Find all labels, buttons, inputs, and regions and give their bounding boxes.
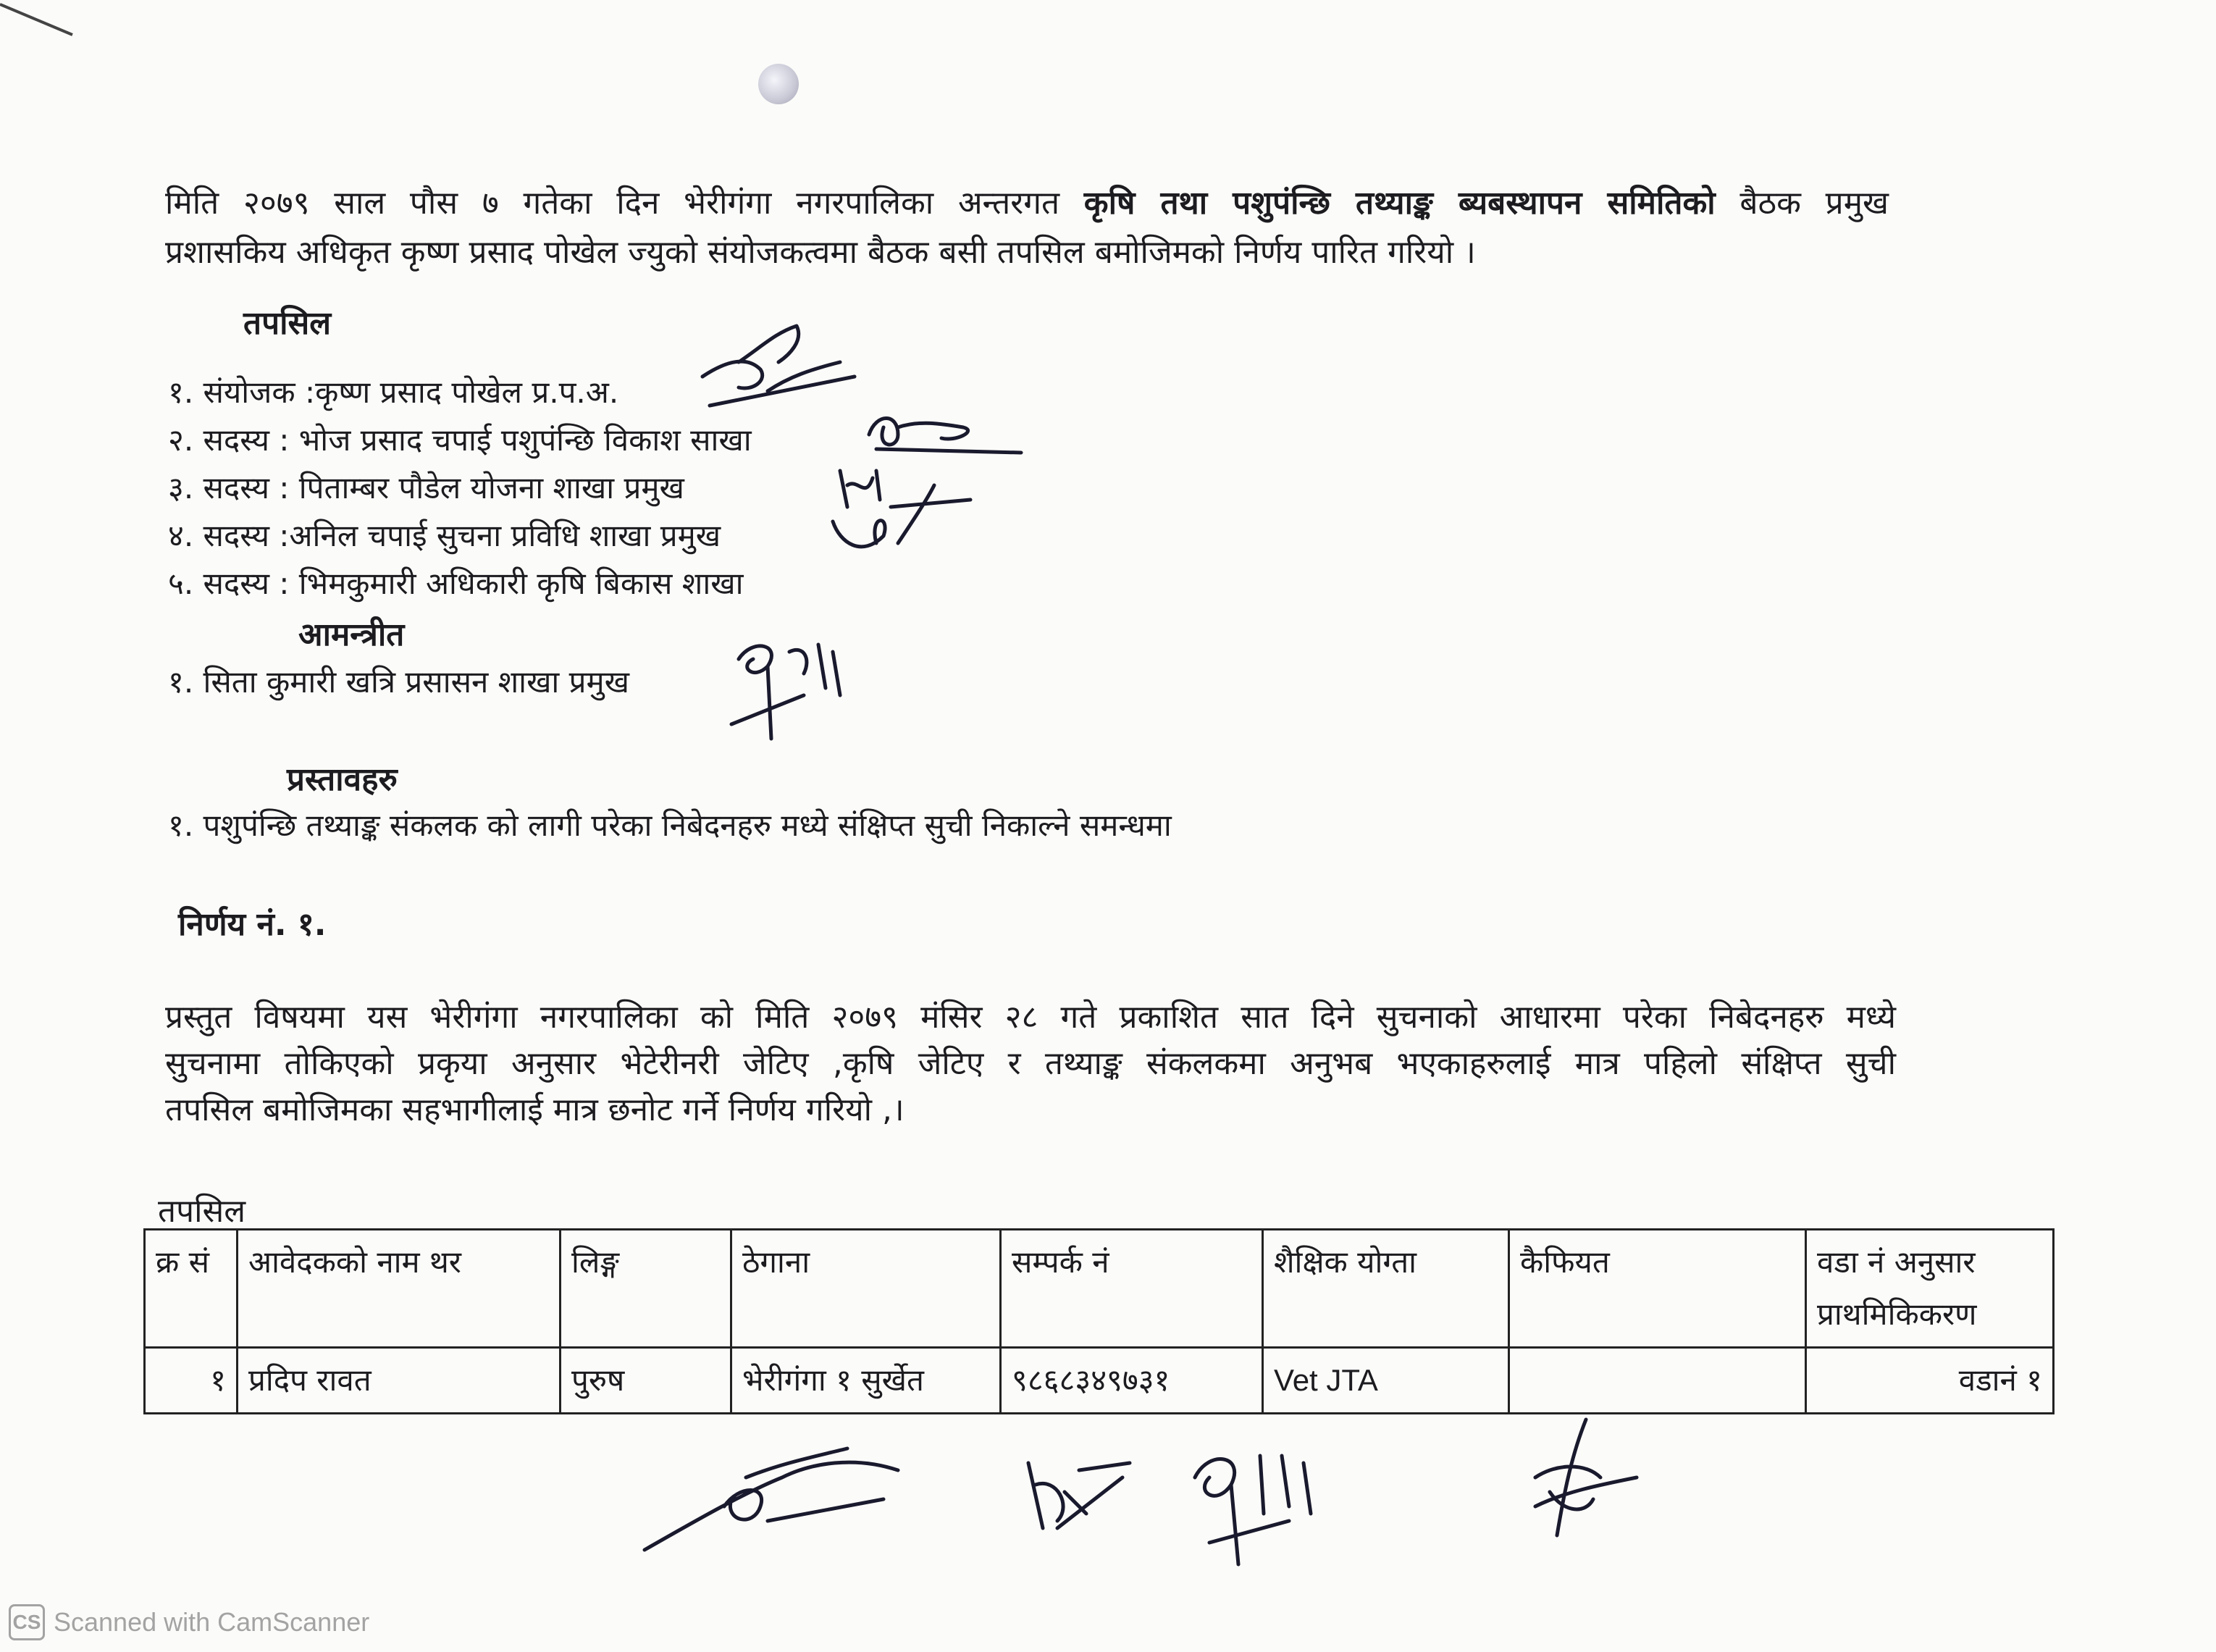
header-remarks: कैफियत [1509,1230,1806,1348]
scan-edge-mark [0,0,80,43]
header-address: ठेगाना [731,1230,1001,1348]
header-sn: क्र सं [145,1230,238,1348]
intro-line-1: मिति २०७९ साल पौस ७ गतेका दिन भेरीगंगा नगरपालिका अन्तरगत कृषि तथा पशुपंन्छि तथ्याङ्क ब्यबस्थापन समितिको बैठक प्रमुख [165,185,1889,222]
intro-line-2: प्रशासकिय अधिकृत कृष्ण प्रसाद पोखेल ज्युको संयोजकत्वमा बैठक बसी तपसिल बमोजिमको निर्णय पारित गरियो । [165,234,1476,271]
member-item-1: १. संयोजक :कृष्ण प्रसाद पोखेल प्र.प.अ. [168,374,619,410]
punch-hole [758,64,799,104]
camscanner-logo-icon: CS [9,1604,45,1640]
signature-coordinator [695,319,862,420]
table-row [145,1348,2054,1414]
cell-education: Vet JTA [1263,1348,1509,1414]
cell-address: भेरीगंगा १ सुर्खेत [731,1348,1001,1414]
member-item-4: ४. सदस्य :अनिल चपाई सुचना प्रविधि शाखा प्रमुख [168,518,721,553]
members-heading: तपसिल [243,305,332,342]
cell-name: प्रदिप रावत [238,1348,561,1414]
proposal-item-1: १. पशुपंन्छि तथ्याङ्क संकलक को लागी परेका निबेदनहरु मध्ये संक्षिप्त सुची निकाल्ने समन्धमा [168,808,1172,843]
cell-sn: १ [145,1348,238,1414]
cell-contact: ९८६८३४९७३१ [1001,1348,1263,1414]
signature-invitee [724,630,869,746]
decision-line-1: प्रस्तुत विषयमा यस भेरीगंगा नगरपालिका को मिति २०७९ मंसिर २८ गते प्रकाशित सात दिने सुचनाको आधारमा परेका निबेदनहरु मध्ये [165,999,1896,1036]
signature-bottom-2 [1014,1448,1137,1543]
header-education: शैक्षिक योग्ता [1263,1230,1509,1348]
signature-bottom-3 [1180,1434,1340,1572]
decision-line-2: सुचनामा तोकिएको प्रकृया अनुसार भेटेरीनरी जेटिए ,कृषि जेटिए र तथ्याङ्क संकलकमा अनुभब भएकाहरुलाई मात्र पहिलो संक्षिप्त सुची [165,1045,1896,1082]
watermark-text: Scanned with CamScanner [54,1607,370,1637]
signature-members-3-4 [826,456,985,565]
member-item-5: ५. सदस्य : भिमकुमारी अधिकारी कृषि बिकास शाखा [168,566,744,601]
decision-line-3: तपसिल बमोजिमका सहभागीलाई मात्र छनोट गर्ने निर्णय गरियो ,। [165,1091,905,1128]
table-header-row [145,1230,2054,1348]
invitees-heading: आमन्त्रीत [298,616,405,653]
signature-bottom-4 [1521,1412,1644,1543]
member-item-2: २. सदस्य : भोज प्रसाद चपाई पशुपंन्छि विकाश साखा [168,422,752,458]
proposals-heading: प्रस्तावहरु [287,761,398,798]
cell-remarks [1509,1348,1806,1414]
header-name: आवेदकको नाम थर [238,1230,561,1348]
decision-heading: निर्णय नं. १. [178,906,327,943]
header-gender: लिङ्ग [561,1230,731,1348]
member-item-3: ३. सदस्य : पिताम्बर पौडेल योजना शाखा प्रमुख [168,470,684,506]
signature-member-2 [855,406,1028,464]
camscanner-watermark [9,1602,369,1643]
cell-priority: वडानं १ [1806,1348,2054,1414]
header-contact: सम्पर्क नं [1001,1230,1263,1348]
signature-bottom-1 [637,1434,905,1557]
cell-gender: पुरुष [561,1348,731,1414]
committee-name: कृषि तथा पशुपंन्छि तथ्याङ्क ब्यबस्थापन समितिको [1083,185,1716,222]
invitee-item-1: १. सिता कुमारी खत्रि प्रसासन शाखा प्रमुख [168,664,630,700]
table-caption: तपसिल [158,1193,246,1230]
applicants-table [143,1228,2055,1414]
header-priority: वडा नं अनुसार प्राथमिकिकरण [1806,1230,2054,1348]
